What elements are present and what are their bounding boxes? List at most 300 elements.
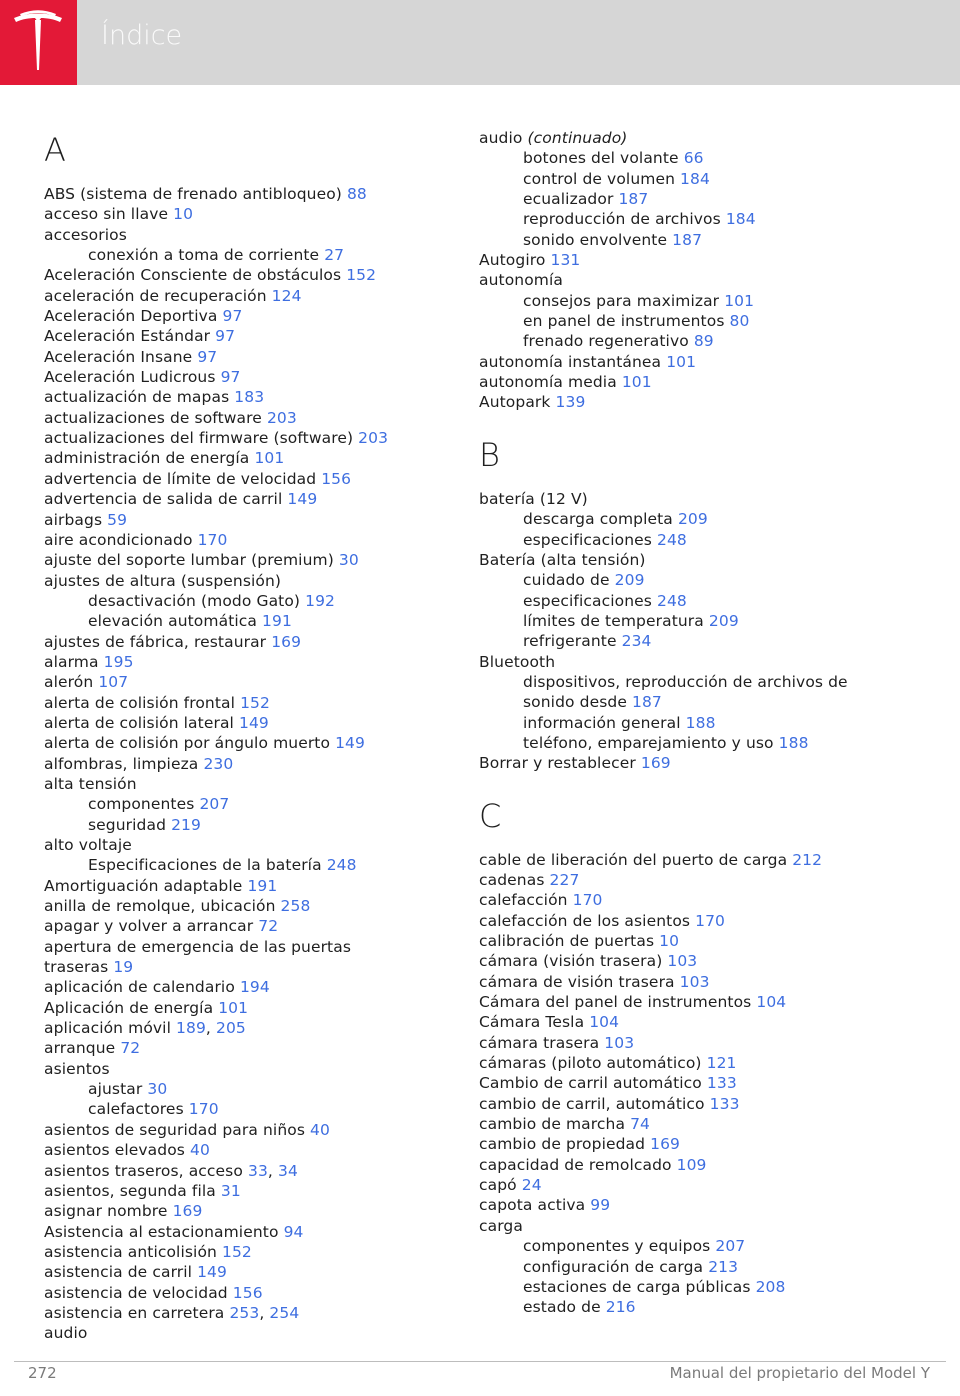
index-term: dispositivos, reproducción de archivos de xyxy=(523,672,848,691)
index-entry xyxy=(44,652,459,672)
index-term: Cámara del panel de instrumentos xyxy=(479,993,757,1012)
page-link[interactable]: 253 xyxy=(229,1303,260,1322)
index-entry xyxy=(479,550,919,570)
index-term: calefacción de los asientos xyxy=(479,911,696,930)
page-link[interactable]: 149 xyxy=(287,490,318,509)
index-entry xyxy=(479,1033,919,1053)
index-entry xyxy=(479,1195,919,1215)
index-entry xyxy=(44,916,459,936)
page-link[interactable]: 248 xyxy=(656,591,687,610)
index-entry xyxy=(44,286,459,306)
index-entry xyxy=(44,448,459,468)
page-link[interactable]: 66 xyxy=(683,149,704,168)
index-term: traseras xyxy=(44,958,114,977)
index-subentry xyxy=(44,611,459,631)
page-link[interactable]: 234 xyxy=(621,632,652,651)
page-link[interactable]: 188 xyxy=(685,713,716,732)
index-term: conexión a toma de corriente xyxy=(88,246,325,265)
page-link[interactable]: 121 xyxy=(706,1054,737,1073)
page-link[interactable]: 97 xyxy=(215,327,236,346)
page-link[interactable]: 184 xyxy=(680,169,710,188)
index-term: alta tensión xyxy=(44,774,137,793)
index-term: en panel de instrumentos xyxy=(523,312,730,331)
index-term: cámara (visión trasera) xyxy=(479,952,668,971)
index-entry xyxy=(479,1073,919,1093)
page-link[interactable]: 195 xyxy=(103,652,134,671)
index-entry xyxy=(44,1181,459,1201)
page-link[interactable]: 104 xyxy=(756,993,787,1012)
index-entry xyxy=(44,876,459,896)
page-link[interactable]: 133 xyxy=(706,1074,737,1093)
index-entry xyxy=(479,931,919,951)
index-term: apagar y volver a arrancar xyxy=(44,917,259,936)
index-entry: asientos traseros, acceso 33, 34 xyxy=(44,1161,298,1180)
index-term: capó xyxy=(479,1176,522,1195)
index-term: cadenas xyxy=(479,870,550,889)
index-term: asientos xyxy=(44,1059,110,1078)
index-subentry xyxy=(479,713,919,733)
index-entry xyxy=(44,306,459,326)
index-continued-note: (continuado) xyxy=(527,129,628,147)
index-term: alerta de colisión frontal xyxy=(44,693,241,712)
index-term: cambio de propiedad xyxy=(479,1135,651,1154)
index-term: sonido envolvente xyxy=(523,230,673,249)
index-term: ajuste del soporte lumbar (premium) xyxy=(44,551,339,570)
index-entry xyxy=(44,550,459,570)
index-subentry xyxy=(44,815,459,835)
page-link[interactable]: 24 xyxy=(521,1176,542,1195)
index-term: ajustar xyxy=(88,1080,148,1099)
index-subentry xyxy=(479,311,919,331)
page-link[interactable]: 213 xyxy=(708,1257,739,1276)
page-link[interactable]: 131 xyxy=(550,251,581,270)
index-entry xyxy=(479,951,919,971)
page-link[interactable]: 169 xyxy=(172,1202,203,1221)
page-link[interactable]: 10 xyxy=(173,205,194,224)
page-link[interactable]: 149 xyxy=(238,713,269,732)
page-link[interactable]: 40 xyxy=(189,1141,210,1160)
page-link[interactable]: 94 xyxy=(283,1222,304,1241)
index-entry xyxy=(44,672,459,692)
index-subentry xyxy=(479,733,919,753)
page-link[interactable]: 209 xyxy=(614,571,645,590)
index-entry xyxy=(44,754,459,774)
page-link[interactable]: 109 xyxy=(676,1155,707,1174)
page-link[interactable]: 216 xyxy=(605,1298,636,1317)
page-link[interactable]: 152 xyxy=(222,1242,252,1261)
index-subentry xyxy=(44,1099,459,1119)
index-entry xyxy=(44,184,459,204)
index-subentry xyxy=(479,230,919,250)
page-link[interactable]: 34 xyxy=(277,1161,298,1180)
index-subentry xyxy=(479,1277,919,1297)
index-entry xyxy=(44,225,459,245)
index-term: Batería (alta tensión) xyxy=(479,550,646,569)
index-entry xyxy=(479,270,919,290)
index-subentry xyxy=(479,189,919,209)
index-entry xyxy=(479,128,919,148)
index-term: estaciones de carga públicas xyxy=(523,1277,756,1296)
index-entry xyxy=(44,1262,459,1282)
page-header xyxy=(0,0,960,85)
index-term: airbags xyxy=(44,510,108,529)
index-term: límites de temperatura xyxy=(523,611,709,630)
tesla-logo-icon xyxy=(8,8,68,74)
index-term: Especificaciones de la batería xyxy=(88,856,327,875)
page-link[interactable]: 101 xyxy=(218,998,249,1017)
page-link[interactable]: 97 xyxy=(222,307,243,326)
index-term: alerta de colisión por ángulo muerto xyxy=(44,734,336,753)
index-subentry xyxy=(44,245,459,265)
index-term: Amortiguación adaptable xyxy=(44,876,248,895)
index-section-letter: A xyxy=(44,131,66,169)
page-link[interactable]: 103 xyxy=(679,972,710,991)
page-link[interactable]: 203 xyxy=(358,429,389,448)
page-link[interactable]: 209 xyxy=(677,510,708,529)
index-entry xyxy=(479,1053,919,1073)
index-term: control de volumen xyxy=(523,169,681,188)
page-link[interactable]: 248 xyxy=(326,856,357,875)
page-link[interactable]: 97 xyxy=(197,347,218,366)
page-link[interactable]: 205 xyxy=(215,1019,246,1038)
page-link[interactable]: 183 xyxy=(234,388,265,407)
page-link[interactable]: 104 xyxy=(589,1013,620,1032)
page-link[interactable]: 101 xyxy=(254,449,285,468)
footer-page-number: 272 xyxy=(28,1364,57,1382)
index-term: ecualizador xyxy=(523,190,619,209)
index-entry xyxy=(44,1140,459,1160)
index-subentry xyxy=(479,672,919,692)
index-entry xyxy=(479,392,919,412)
page-link[interactable]: 124 xyxy=(271,286,302,305)
index-term: especificaciones xyxy=(523,530,657,549)
index-term: acceso sin llave xyxy=(44,205,174,224)
index-entry xyxy=(479,250,919,270)
page-link[interactable]: 30 xyxy=(147,1080,168,1099)
index-entry xyxy=(479,489,919,509)
page-link[interactable]: 156 xyxy=(232,1283,263,1302)
page-link[interactable]: 191 xyxy=(262,612,292,631)
index-term: alfombras, limpieza xyxy=(44,754,204,773)
index-subentry xyxy=(44,1079,459,1099)
page-link[interactable]: 254 xyxy=(269,1303,300,1322)
page-link[interactable]: 99 xyxy=(590,1196,611,1215)
page-link[interactable]: 27 xyxy=(324,246,345,265)
index-entry xyxy=(44,1283,459,1303)
index-term: Cámara Tesla xyxy=(479,1013,590,1032)
index-subentry xyxy=(479,530,919,550)
index-term: componentes y equipos xyxy=(523,1237,716,1256)
index-term: actualizaciones de software xyxy=(44,408,267,427)
index-subentry xyxy=(479,209,919,229)
index-term: autonomía xyxy=(479,271,563,290)
index-entry xyxy=(479,1134,919,1154)
page-link[interactable]: 187 xyxy=(672,230,703,249)
index-term: audio xyxy=(44,1324,88,1343)
page-link[interactable]: 72 xyxy=(258,917,279,936)
index-term: reproducción de archivos xyxy=(523,210,726,229)
page-link[interactable]: 89 xyxy=(693,332,714,351)
index-term: cámara trasera xyxy=(479,1033,605,1052)
page-link[interactable]: 248 xyxy=(656,530,687,549)
page-link[interactable]: 152 xyxy=(346,266,377,285)
index-term: asignar nombre xyxy=(44,1202,173,1221)
page-link[interactable]: 139 xyxy=(555,393,586,412)
index-term: anilla de remolque, ubicación xyxy=(44,897,281,916)
index-subentry xyxy=(479,148,919,168)
index-entry xyxy=(479,1216,919,1236)
index-entry xyxy=(44,530,459,550)
index-entry xyxy=(44,1222,459,1242)
page-link[interactable]: 31 xyxy=(220,1181,241,1200)
index-subentry xyxy=(479,291,919,311)
index-entry xyxy=(44,1120,459,1140)
index-term: accesorios xyxy=(44,225,127,244)
index-subentry xyxy=(44,591,459,611)
page-link[interactable]: 149 xyxy=(335,734,365,753)
index-term: audio xyxy=(479,129,528,147)
index-term: cámaras (piloto automático) xyxy=(479,1054,707,1073)
index-term: alto voltaje xyxy=(44,836,132,854)
index-term: alerón xyxy=(44,673,99,692)
index-subentry xyxy=(479,611,919,631)
index-term: cambio de carril, automático xyxy=(479,1094,710,1113)
page-link[interactable]: 203 xyxy=(266,408,297,427)
index-term: aplicación de calendario xyxy=(44,978,240,997)
page-link[interactable]: 40 xyxy=(310,1120,330,1139)
page-link[interactable]: 170 xyxy=(572,891,603,910)
footer-document-title: Manual del propietario del Model Y xyxy=(669,1364,930,1382)
index-term: alerta de colisión lateral xyxy=(44,713,239,732)
page-link[interactable]: 72 xyxy=(120,1039,141,1058)
index-entry xyxy=(44,896,459,916)
footer-divider xyxy=(14,1361,946,1362)
index-entry xyxy=(44,347,459,367)
page-link[interactable]: 169 xyxy=(271,632,302,651)
page-link[interactable]: 230 xyxy=(203,754,234,773)
index-term: cámara de visión trasera xyxy=(479,972,680,991)
page-link[interactable]: 80 xyxy=(729,312,750,331)
index-term: Aceleración Deportiva xyxy=(44,307,223,326)
index-entry xyxy=(44,632,459,652)
index-entry xyxy=(44,265,459,285)
index-column-right xyxy=(479,128,919,1318)
index-term: Aceleración Ludicrous xyxy=(44,368,221,387)
page-link[interactable]: 152 xyxy=(240,693,270,712)
page-link[interactable]: 258 xyxy=(280,897,311,916)
index-entry xyxy=(44,774,459,794)
index-entry xyxy=(479,972,919,992)
index-subentry xyxy=(44,794,459,814)
index-entry xyxy=(44,510,459,530)
index-subentry xyxy=(479,1257,919,1277)
index-subentry xyxy=(479,692,919,712)
index-entry xyxy=(44,571,459,591)
index-entry xyxy=(479,1094,919,1114)
index-term: capota activa xyxy=(479,1196,591,1215)
index-term: Aceleración Estándar xyxy=(44,327,216,346)
page-link[interactable]: 170 xyxy=(188,1100,219,1119)
index-entry xyxy=(479,1175,919,1195)
page-link[interactable]: 187 xyxy=(618,190,649,209)
index-term: botones del volante xyxy=(523,149,684,168)
index-entry xyxy=(479,352,919,372)
index-term: estado de xyxy=(523,1298,606,1317)
index-entry xyxy=(479,850,919,870)
index-term: calefacción xyxy=(479,891,573,910)
index-entry xyxy=(479,911,919,931)
page-link[interactable]: 188 xyxy=(778,733,809,752)
page-link[interactable]: 227 xyxy=(549,870,580,889)
index-entry xyxy=(44,693,459,713)
index-entry xyxy=(44,367,459,387)
index-term: aire acondicionado xyxy=(44,530,198,549)
index-subentry xyxy=(479,1297,919,1317)
page-link[interactable]: 30 xyxy=(338,551,359,570)
page-link[interactable]: 88 xyxy=(346,185,367,203)
index-entry xyxy=(44,469,459,489)
index-term: apertura de emergencia de las puertas xyxy=(44,937,352,956)
index-term: batería (12 V) xyxy=(479,489,588,508)
index-entry xyxy=(44,428,459,448)
index-term: advertencia de límite de velocidad xyxy=(44,469,322,488)
page-link[interactable]: 10 xyxy=(659,932,680,950)
page-link[interactable]: 212 xyxy=(792,850,823,869)
page-link[interactable]: 107 xyxy=(98,673,129,692)
index-entry xyxy=(479,1012,919,1032)
index-term: Aceleración Consciente de obstáculos xyxy=(44,266,347,285)
index-term: cambio de marcha xyxy=(479,1115,631,1134)
index-term: seguridad xyxy=(88,815,172,834)
index-entry xyxy=(44,489,459,509)
index-subentry xyxy=(479,169,919,189)
index-term: ajustes de fábrica, restaurar xyxy=(44,632,272,651)
index-term: asientos elevados xyxy=(44,1141,190,1160)
index-entry xyxy=(44,977,459,997)
index-subentry xyxy=(479,631,919,651)
page-link[interactable]: 19 xyxy=(113,958,134,977)
index-entry xyxy=(44,733,459,753)
page-link[interactable]: 209 xyxy=(708,611,739,630)
index-term: administración de energía xyxy=(44,449,255,468)
index-term: autonomía media xyxy=(479,373,622,392)
page-link[interactable]: 101 xyxy=(666,352,697,371)
page-link[interactable]: 103 xyxy=(667,952,698,971)
index-term: asientos traseros, acceso xyxy=(44,1161,248,1180)
page-link[interactable]: 189 xyxy=(176,1019,206,1038)
index-entry xyxy=(479,652,919,672)
index-term: arranque xyxy=(44,1039,121,1058)
page-link[interactable]: 133 xyxy=(709,1094,740,1113)
page-link[interactable]: 191 xyxy=(247,876,278,895)
index-term: especificaciones xyxy=(523,591,657,610)
index-term: asientos, segunda fila xyxy=(44,1181,221,1200)
page-link[interactable]: 192 xyxy=(305,591,336,610)
index-entry xyxy=(44,713,459,733)
page-link[interactable]: 187 xyxy=(632,693,662,712)
index-term: autonomía instantánea xyxy=(479,352,667,371)
page-link[interactable]: 169 xyxy=(650,1135,681,1154)
index-entry: aplicación móvil 189, 205 xyxy=(44,1019,246,1038)
index-entry xyxy=(44,835,459,855)
page-link[interactable]: 170 xyxy=(197,530,228,549)
index-subentry xyxy=(479,570,919,590)
index-term: asistencia en carretera xyxy=(44,1303,230,1322)
page-link[interactable]: 156 xyxy=(321,469,352,488)
index-term: ajustes de altura (suspensión) xyxy=(44,571,282,590)
page-link[interactable]: 219 xyxy=(171,815,201,834)
index-term: ABS (sistema de frenado antibloqueo) xyxy=(44,185,347,203)
page-link[interactable]: 194 xyxy=(239,978,270,997)
index-term: información general xyxy=(523,713,686,732)
page-link[interactable]: 208 xyxy=(755,1277,786,1296)
page-link[interactable]: 207 xyxy=(199,795,230,814)
index-term: descarga completa xyxy=(523,510,678,529)
index-subentry xyxy=(479,331,919,351)
page-link[interactable]: 101 xyxy=(724,291,755,310)
page-link[interactable]: 101 xyxy=(621,373,652,392)
index-entry xyxy=(479,1155,919,1175)
index-entry xyxy=(479,372,919,392)
index-entry xyxy=(44,387,459,407)
index-term: Autogiro xyxy=(479,251,551,270)
index-term: refrigerante xyxy=(523,632,622,651)
index-term: Aplicación de energía xyxy=(44,998,219,1017)
index-entry xyxy=(44,957,459,977)
index-term: consejos para maximizar xyxy=(523,291,725,310)
page-title: Índice xyxy=(101,20,183,51)
index-term: alarma xyxy=(44,652,104,671)
index-entry xyxy=(479,992,919,1012)
index-entry xyxy=(44,1038,459,1058)
index-term: aceleración de recuperación xyxy=(44,286,272,305)
index-section-letter: B xyxy=(479,435,501,474)
page-link[interactable]: 103 xyxy=(604,1033,635,1052)
index-term: configuración de carga xyxy=(523,1257,709,1276)
index-term: asientos de seguridad para niños xyxy=(44,1120,311,1139)
index-entry xyxy=(479,1114,919,1134)
index-term: cable de liberación del puerto de carga xyxy=(479,850,793,869)
index-subentry xyxy=(44,855,459,875)
page-link[interactable]: 207 xyxy=(715,1237,746,1256)
index-entry xyxy=(44,326,459,346)
index-term: sonido desde xyxy=(523,693,632,712)
index-term: capacidad de remolcado xyxy=(479,1155,677,1174)
index-column-left xyxy=(44,128,459,1344)
index-subentry xyxy=(479,509,919,529)
index-section-letter: C xyxy=(479,796,502,835)
index-term: Borrar y restablecer xyxy=(479,754,641,773)
index-entry xyxy=(44,998,459,1018)
page-link[interactable]: 149 xyxy=(197,1263,227,1282)
index-term: actualizaciones del firmware (software) xyxy=(44,429,359,448)
index-term: desactivación (modo Gato) xyxy=(88,591,306,610)
index-term: cuidado de xyxy=(523,571,615,590)
page-link[interactable]: 74 xyxy=(630,1115,651,1134)
index-term: Aceleración Insane xyxy=(44,347,198,366)
page-link[interactable]: 184 xyxy=(725,210,756,229)
index-subentry xyxy=(479,591,919,611)
page-link[interactable]: 97 xyxy=(220,368,241,387)
index-term: asistencia de velocidad xyxy=(44,1283,233,1302)
page-link[interactable]: 170 xyxy=(695,911,725,930)
index-entry xyxy=(44,408,459,428)
page-link[interactable]: 59 xyxy=(107,510,128,529)
index-term: advertencia de salida de carril xyxy=(44,490,288,509)
index-subentry xyxy=(479,1236,919,1256)
page-link[interactable]: 33 xyxy=(247,1161,268,1180)
page-link[interactable]: 169 xyxy=(640,754,671,773)
